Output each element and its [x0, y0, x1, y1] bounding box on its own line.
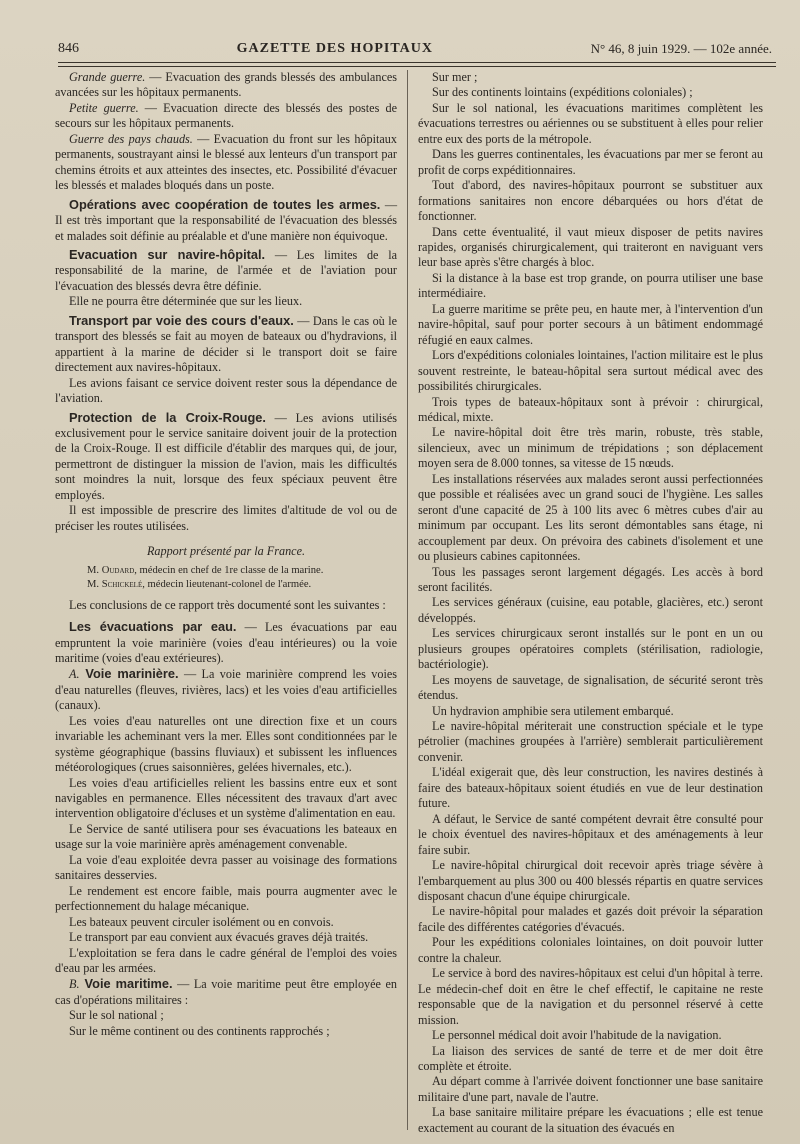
- paragraph: Sur le même continent ou des continents rapprochés ;: [69, 1023, 330, 1038]
- paragraph: Petite guerre. — Evacuation directe des blessés des postes de secours sur les hôpitaux permanents.: [55, 100, 397, 131]
- paragraph: Tous les passages seront largement dégagés. Les accès à bord seront facilités.: [418, 564, 763, 594]
- author-line: M. Oudard, médecin en chef de 1re classe de la marine.: [87, 564, 324, 576]
- right-column: [418, 70, 763, 1136]
- section-heading: A. Voie marinière. — La voie marinière comprend les voies d'eau naturelles (fleuves, rivières, lacs) et les voies d'eau artificielles (canaux).: [55, 666, 397, 713]
- paragraph: Les bateaux peuvent circuler isolément ou en convois.: [69, 914, 334, 929]
- page-header: [58, 36, 772, 62]
- paragraph: Le navire-hôpital mériterait une construction spéciale et le type pétrolier (machines groupées à l'arrière) semblerait particulièrement convenir.: [418, 719, 763, 764]
- section-heading: Les évacuations par eau. — Les évacuations par eau empruntent la voie marinière (voies d'eau intérieures) ou la voie maritime (voies d'eau extérieures).: [55, 619, 397, 665]
- paragraph: Le transport par eau convient aux évacués graves déjà traités.: [69, 930, 369, 945]
- paragraph: Grande guerre. — Evacuation des grands blessés des ambulances avancées sur les hôpitaux permanents.: [55, 70, 397, 100]
- paragraph: Si la distance à la base est trop grande, on pourra utiliser une base intermédiaire.: [418, 270, 763, 301]
- paragraph: Les voies d'eau artificielles relient les bassins entre eux et sont navigables en permanence. Elles nécessitent des travaux d'art avec intervention obligatoire d'écluses et un système d'alimentation en eau.: [55, 775, 397, 821]
- section-heading: Evacuation sur navire-hôpital. — Les limites de la responsabilité de la marine, de l'armée et de l'aviation pour l'évacuation des blessés devra être définie.: [55, 246, 397, 293]
- paragraph: Sur des continents lointains (expéditions coloniales) ;: [432, 85, 693, 100]
- paragraph: Sur le sol national ;: [69, 1008, 164, 1023]
- paragraph: Le rendement est encore faible, mais pourra augmenter avec le perfectionnement du halage mécanique.: [55, 883, 397, 914]
- report-byline: Rapport présenté par la France.: [146, 544, 306, 559]
- section-heading: B. Voie maritime. — La voie maritime peut être employée en cas d'opérations militaires :: [55, 976, 397, 1007]
- left-column: [55, 70, 397, 1039]
- paragraph: Dans les guerres continentales, les évacuations par mer se feront au profit de corps expéditionnaires.: [418, 147, 763, 177]
- paragraph: Guerre des pays chauds. — Evacuation du front sur les hôpitaux permanents, soustrayant ainsi le blessé aux lenteurs d'un transport par chemins étroits et aux atteintes des insectes, etc. Possibilité d'évacuer les blessés et malades bloqués dans un poste.: [55, 131, 397, 193]
- paragraph: Le Service de santé utilisera pour ses évacuations les bateaux en usage sur la voie marinière après aménagement convenable.: [55, 821, 397, 852]
- paragraph: Pour les expéditions coloniales lointaines, on doit pouvoir lutter contre la chaleur.: [418, 935, 763, 965]
- paragraph: Un hydravion amphibie sera utilement embarqué.: [432, 703, 674, 718]
- paragraph: A défaut, le Service de santé compétent devrait être consulté pour le choix éventuel des navires-hôpitaux et des aménagements à leur faire subir.: [418, 811, 763, 857]
- paragraph: Sur mer ;: [432, 70, 478, 84]
- paragraph: Lors d'expéditions coloniales lointaines, l'action militaire est le plus souvent restreinte, le bateau-hôpital sera surtout médical avec des possibilités chirurgicales.: [418, 348, 763, 394]
- paragraph: Tout d'abord, des navires-hôpitaux pourront se substituer aux formations sanitaires non encore débarquées ou hors d'état de fonctionner.: [418, 178, 763, 224]
- journal-title: GAZETTE DES HOPITAUX: [236, 41, 433, 56]
- paragraph: Le service à bord des navires-hôpitaux est celui d'un hôpital à terre. Le médecin-chef doit en être le chef effectif, le capitaine ne reste responsable que de la navigation et du personnel réservé à cette mission.: [418, 966, 763, 1027]
- section-heading: Transport par voie des cours d'eaux. — Dans le cas où le transport des blessés se fait au moyen de bateaux ou d'hydravions, il appartient à la marine de décider si le transport doit se faire directement aux navires-hôpitaux.: [55, 312, 398, 375]
- paragraph: Le navire-hôpital chirurgical doit recevoir après triage sévère à l'embarquement au plus 300 ou 400 blessés répartis en quatre services disposant chacun d'une équipe chirurgicale.: [418, 858, 763, 904]
- paragraph: Les services chirurgicaux seront installés sur le pont en un ou plusieurs groupes opératoires complets (stérilisation, radiologie, bactériologie).: [418, 626, 763, 672]
- paragraph: Les voies d'eau naturelles ont une direction fixe et un cours invariable les acheminant vers la mer. Elles sont conditionnées par le système géographique (bassins fluviaux) et subissent les influences météorologiques (crues saisonnières, gelées hivernales, etc.).: [55, 713, 397, 775]
- paragraph: La base sanitaire militaire prépare les évacuations ; elle est tenue exactement au courant de la situation des évacués en: [418, 1105, 763, 1135]
- paragraph: Dans cette éventualité, il vaut mieux disposer de petits navires rapides, organisés chirurgicalement, qui traiteront en naviguant vers leur base après s'être chargés à bloc.: [418, 224, 763, 270]
- paragraph: La liaison des services de santé de terre et de mer doit être complète et étroite.: [418, 1043, 763, 1073]
- paragraph: Les conclusions de ce rapport très documenté sont les suivantes :: [69, 597, 386, 612]
- paragraph: L'exploitation se fera dans le cadre général de l'emploi des voies d'eau par les armées.: [55, 945, 397, 976]
- paragraph: Sur le sol national, les évacuations maritimes complètent les évacuations terrestres ou aériennes ou se substituent à elles pour relier entre eux des ports de la métropole.: [418, 100, 763, 146]
- column-divider: [407, 70, 408, 1130]
- paragraph: Les services généraux (cuisine, eau potable, glacières, etc.) seront développés.: [418, 595, 763, 625]
- paragraph: Les installations réservées aux malades seront aussi perfectionnées que possible et réalisées avec un grand souci de l'hygiène. Les salles seront d'une capacité de 25 à 100 lits avec 6 mètres cubes d'air au minimum par occupant. Les lits seront démontables sans étage, ni accouplement par deux. On prévoira des cabinets d'isolement et une ou plusieurs cabines capitonnées.: [418, 471, 763, 564]
- paragraph: Le personnel médical doit avoir l'habitude de la navigation.: [432, 1028, 722, 1043]
- paragraph: Le navire-hôpital doit être très marin, robuste, très stable, silencieux, avec un minimum de trépidations ; son déplacement moyen sera de 8.000 tonnes, sa vitesse de 15 nœuds.: [418, 425, 763, 471]
- paragraph: L'idéal exigerait que, dès leur construction, les navires destinés à faire des bateaux-hôpitaux soient étudiés en vue de leur destination future.: [418, 765, 763, 811]
- paragraph: Les avions faisant ce service doivent rester sous la dépendance de l'aviation.: [55, 375, 397, 406]
- paragraph: Au départ comme à l'arrivée doivent fonctionner une base sanitaire militaire d'une part, navale de l'autre.: [418, 1074, 763, 1104]
- paragraph: Trois types de bateaux-hôpitaux sont à prévoir : chirurgical, médical, mixte.: [418, 394, 763, 424]
- issue-info: N° 46, 8 juin 1929. — 102e année.: [590, 41, 772, 56]
- header-rule: [58, 62, 776, 67]
- paragraph: Le navire-hôpital pour malades et gazés doit prévoir la séparation facile des différentes catégories d'évacués.: [418, 904, 763, 934]
- paragraph: Elle ne pourra être déterminée que sur les lieux.: [69, 294, 303, 309]
- paragraph: La guerre maritime se prête peu, en haute mer, à l'intervention d'un navire-hôpital, sauf pour porter secours à un bâtiment endommagé réfugié en eaux calmes.: [418, 301, 763, 347]
- paragraph: La voie d'eau exploitée devra passer au voisinage des formations sanitaires desservies.: [55, 852, 397, 883]
- paragraph: Il est impossible de prescrire des limites d'altitude de vol ou de préciser les routes utilisées.: [55, 503, 397, 533]
- section-heading: Protection de la Croix-Rouge. — Les avions utilisés exclusivement pour le service sanitaire doivent jouir de la protection de la Croix-Rouge. Il est difficile d'établir des marques qui, de jour, permettront de distinguer la mission de l'avion, mais les difficultés sont moindres la nuit, lorsque des feux spéciaux peuvent être employés.: [55, 409, 397, 502]
- paragraph: Les moyens de sauvetage, de signalisation, de sécurité seront très étendus.: [418, 672, 763, 703]
- page-number: 846: [58, 41, 79, 56]
- section-heading: Opérations avec coopération de toutes les armes. — Il est très important que la responsabilité de l'évacuation des blessés et malades soit définie au préalable et d'une manière non équivoque.: [55, 196, 398, 243]
- author-line: M. Schickelé, médecin lieutenant-colonel de l'armée.: [87, 578, 312, 590]
